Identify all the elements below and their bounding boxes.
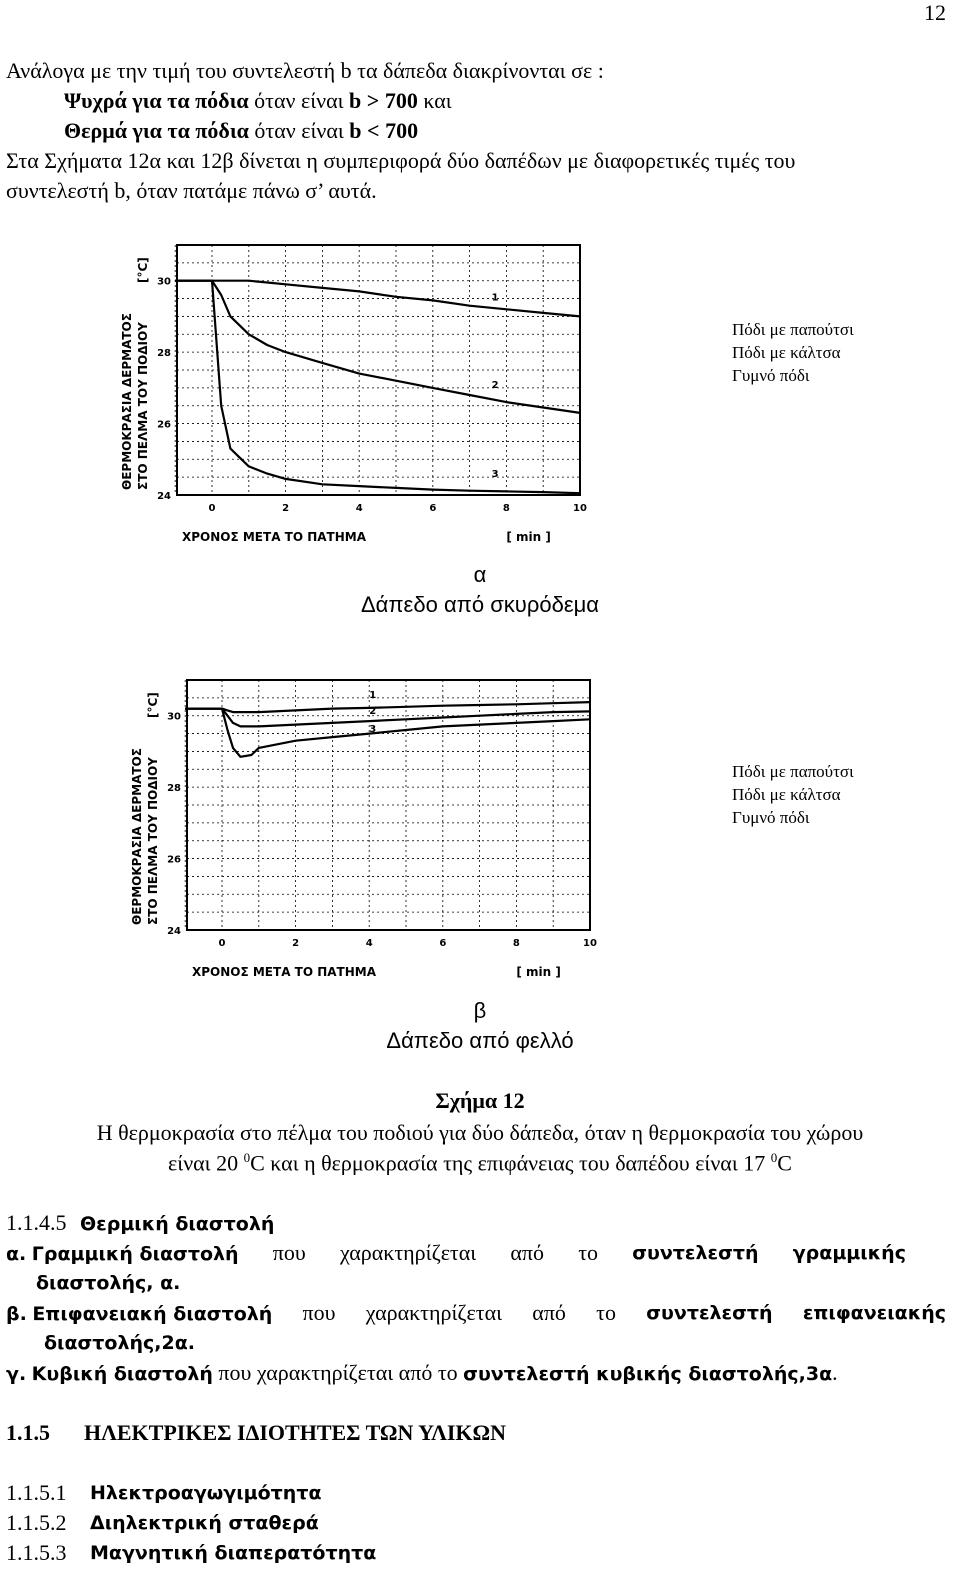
figure-caption-line-1: Η θερμοκρασία στο πέλμα του ποδιού για δύο δάπεδα, όταν η θερμοκρασία του χώρου xyxy=(96,1120,864,1145)
x-axis-label: ΧΡΟΝΟΣ ΜΕΤΑ ΤΟ ΠΑΤΗΜΑ xyxy=(192,965,377,979)
item-b-line-2: διαστολής,2α. xyxy=(44,1332,196,1354)
subsection-item xyxy=(6,1478,322,1508)
item-a-coef-1: συντελεστή xyxy=(632,1242,759,1264)
warm-term: Θερμά για τα πόδια xyxy=(64,118,249,143)
y-tick-label: 24 xyxy=(157,491,171,502)
figure-a-letter: α xyxy=(473,562,487,587)
subsection-number: 1.1.5.1 xyxy=(6,1480,67,1505)
item-a-line-1 xyxy=(6,1238,906,1269)
subsection-title: Μαγνητική διαπερατότητα xyxy=(90,1542,377,1564)
y-tick-label: 28 xyxy=(157,348,171,360)
legend-b xyxy=(732,760,854,829)
x-tick-label: 4 xyxy=(365,938,373,949)
item-b-term: Επιφανειακή διαστολή xyxy=(32,1303,273,1325)
figure-a-caption: Δάπεδο από σκυρόδεμα xyxy=(360,592,600,617)
cold-tail: και xyxy=(417,88,452,113)
figure-caption-line-2 xyxy=(0,1150,960,1176)
intro-cold-line xyxy=(64,86,452,116)
y-tick-label: 28 xyxy=(167,783,181,795)
x-tick-label: 2 xyxy=(282,503,290,514)
chart-a xyxy=(95,215,615,555)
section-1145-title: Θερμική διαστολή xyxy=(80,1213,275,1235)
warm-rest: όταν είναι xyxy=(248,118,350,143)
item-c-dot: . xyxy=(832,1360,838,1385)
series-label-1: 1 xyxy=(369,689,377,701)
x-tick-label: 8 xyxy=(502,503,510,514)
legend-a xyxy=(732,318,854,387)
series-label-2: 2 xyxy=(491,379,499,391)
intro-line-1: Ανάλογα με την τιμή του συντελεστή b τα δάπεδα διακρίνονται σε : xyxy=(6,58,604,83)
y-axis-label-2: ΣΤΟ ΠΕΛΜΑ ΤΟΥ ΠΟΔΙΟΥ xyxy=(136,322,150,490)
intro-warm-line xyxy=(64,116,418,146)
item-a-word-3: από xyxy=(510,1240,545,1265)
item-b-coef-2: επιφανειακής xyxy=(802,1302,946,1324)
legend-a-item-barefoot: Γυμνό πόδι xyxy=(732,366,810,385)
x-tick-label: 6 xyxy=(439,938,447,949)
caption-text-b: C και η θερμοκρασία της επιφάνειας του δαπέδου είναι 17 xyxy=(250,1150,771,1176)
series-label-1: 1 xyxy=(491,292,499,304)
intro-line-4: Στα Σχήματα 12α και 12β δίνεται η συμπεριφορά δύο δαπέδων με διαφορετικές τιμές του xyxy=(6,148,796,173)
figure-b-letter: β xyxy=(473,998,487,1023)
item-a-label: α. xyxy=(6,1243,27,1265)
chart-b xyxy=(105,650,625,990)
section-1145-heading xyxy=(6,1208,274,1239)
item-c-line xyxy=(6,1358,838,1389)
x-tick-label: 10 xyxy=(583,938,597,949)
item-a-line-2: διαστολής, α. xyxy=(36,1272,181,1294)
series-label-3: 3 xyxy=(369,723,377,735)
y-axis-unit: [°C] xyxy=(146,692,160,718)
legend-b-item-shoe: Πόδι με παπούτσι xyxy=(732,762,854,781)
caption-text-a: είναι 20 xyxy=(168,1150,244,1176)
item-a-coef-2: γραμμικής xyxy=(792,1242,906,1264)
item-b-word-4: το xyxy=(596,1300,617,1325)
item-b-word-3: από xyxy=(532,1300,566,1325)
subsection-item xyxy=(6,1508,319,1538)
cold-rest: όταν είναι xyxy=(248,88,350,113)
subsection-number: 1.1.5.2 xyxy=(6,1510,67,1535)
y-axis-label-1: ΘΕΡΜΟΚΡΑΣΙΑ ΔΕΡΜΑΤΟΣ xyxy=(120,313,134,490)
item-b-word-2: χαρακτηρίζεται xyxy=(365,1300,503,1325)
item-a-word-1: που xyxy=(272,1240,306,1265)
item-c-term: Κυβική διαστολή xyxy=(31,1363,213,1385)
item-a-word-2: χαρακτηρίζεται xyxy=(339,1240,477,1265)
x-tick-label: 4 xyxy=(355,503,363,514)
x-axis-unit: [ min ] xyxy=(516,965,561,979)
section-115-number: 1.1.5 xyxy=(6,1420,50,1445)
caption-sup-2: 0 xyxy=(770,1150,778,1165)
y-tick-label: 26 xyxy=(167,854,181,866)
y-axis-label-1: ΘΕΡΜΟΚΡΑΣΙΑ ΔΕΡΜΑΤΟΣ xyxy=(130,748,144,925)
warm-condition: b < 700 xyxy=(349,118,419,143)
item-c-coef: συντελεστή κυβικής διαστολής,3α xyxy=(463,1363,833,1385)
item-a-word-4: το xyxy=(578,1240,599,1265)
x-tick-label: 10 xyxy=(573,503,587,514)
series-line-1 xyxy=(185,702,590,712)
y-axis-unit: [°C] xyxy=(136,257,150,283)
y-axis-label-2: ΣΤΟ ΠΕΛΜΑ ΤΟΥ ΠΟΔΙΟΥ xyxy=(146,757,160,925)
y-tick-label: 30 xyxy=(167,711,181,723)
cold-condition: b > 700 xyxy=(349,88,418,113)
item-c-label: γ. xyxy=(6,1363,27,1385)
series-label-3: 3 xyxy=(491,469,499,481)
item-a-term: Γραμμική διαστολή xyxy=(31,1243,239,1265)
x-tick-label: 0 xyxy=(218,938,226,949)
subsection-title: Διηλεκτρική σταθερά xyxy=(90,1512,319,1534)
legend-b-item-sock: Πόδι με κάλτσα xyxy=(732,785,841,804)
x-axis-label: ΧΡΟΝΟΣ ΜΕΤΑ ΤΟ ΠΑΤΗΜΑ xyxy=(182,530,367,544)
subsection-title: Ηλεκτροαγωγιμότητα xyxy=(90,1482,322,1504)
caption-text-c: C xyxy=(777,1150,792,1176)
item-b-line-1 xyxy=(6,1298,946,1329)
section-1145-number: 1.1.4.5 xyxy=(6,1210,67,1235)
y-tick-label: 30 xyxy=(157,276,171,288)
section-115-title: ΗΛΕΚΤΡΙΚΕΣ ΙΔΙΟΤΗΤΕΣ ΤΩΝ ΥΛΙΚΩΝ xyxy=(84,1420,507,1445)
cold-term: Ψυχρά για τα πόδια xyxy=(64,88,249,113)
figure-title: Σχήμα 12 xyxy=(435,1088,525,1113)
item-c-rest: που χαρακτηρίζεται από το xyxy=(212,1360,464,1385)
intro-line-5: συντελεστή b, όταν πατάμε πάνω σ’ αυτά. xyxy=(6,178,377,203)
subsection-number: 1.1.5.3 xyxy=(6,1540,67,1565)
caption-sup-1: 0 xyxy=(243,1150,251,1165)
legend-a-item-shoe: Πόδι με παπούτσι xyxy=(732,320,854,339)
series-line-3 xyxy=(175,281,580,494)
item-b-label: β. xyxy=(6,1303,27,1325)
series-label-2: 2 xyxy=(369,705,377,717)
y-tick-label: 24 xyxy=(167,926,181,937)
series-line-2 xyxy=(175,281,580,413)
x-axis-unit: [ min ] xyxy=(506,530,551,544)
x-tick-label: 8 xyxy=(512,938,520,949)
y-tick-label: 26 xyxy=(157,419,171,431)
x-tick-label: 0 xyxy=(208,503,216,514)
section-115-heading xyxy=(6,1418,507,1448)
legend-a-item-sock: Πόδι με κάλτσα xyxy=(732,343,841,362)
item-b-coef-1: συντελεστή xyxy=(646,1302,773,1324)
item-b-word-1: που xyxy=(302,1300,336,1325)
figure-b-caption: Δάπεδο από φελλό xyxy=(386,1028,574,1053)
x-tick-label: 6 xyxy=(429,503,437,514)
page-number: 12 xyxy=(924,0,946,25)
legend-b-item-barefoot: Γυμνό πόδι xyxy=(732,808,810,827)
subsection-item xyxy=(6,1538,377,1568)
x-tick-label: 2 xyxy=(292,938,300,949)
